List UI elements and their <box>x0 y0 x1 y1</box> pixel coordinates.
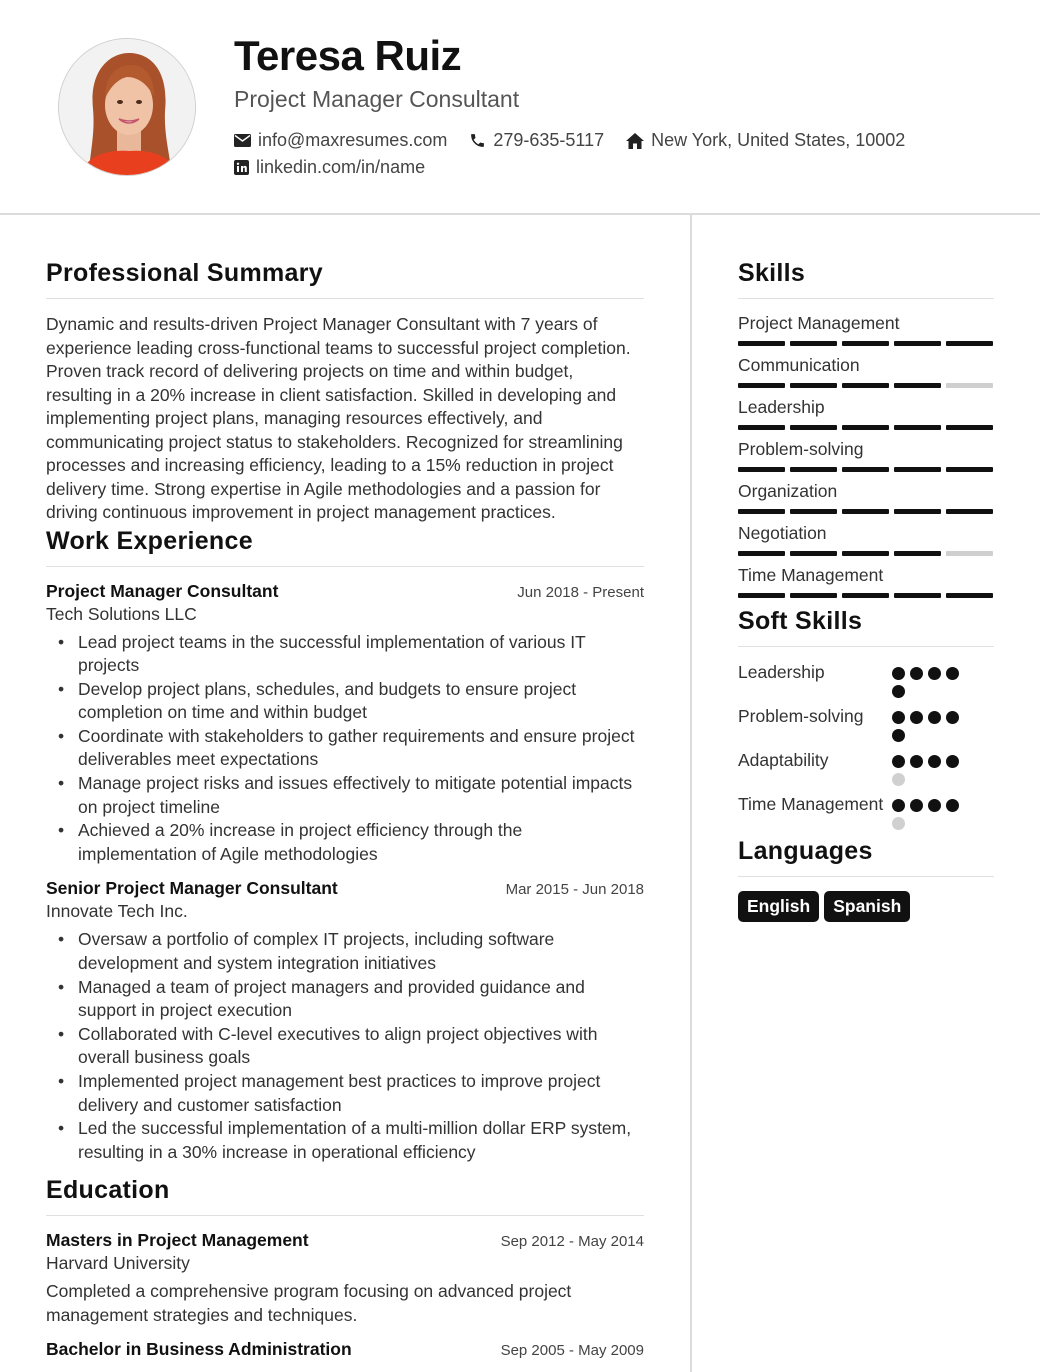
skill-level-segment <box>738 467 785 472</box>
education-header <box>46 1230 644 1251</box>
soft-skill-name: Leadership <box>738 662 825 682</box>
skill-level-segment <box>894 425 941 430</box>
skill-name: Problem-solving <box>738 439 864 459</box>
skill-level-segment <box>842 467 889 472</box>
job-entry <box>46 581 644 867</box>
skills-section <box>738 259 994 598</box>
job-title: Senior Project Manager Consultant <box>46 878 338 899</box>
skill-name: Negotiation <box>738 523 827 543</box>
skill-level-segment <box>738 509 785 514</box>
skill-level-segment <box>842 593 889 598</box>
skill-name: Communication <box>738 355 860 375</box>
soft-skills-list <box>738 661 994 830</box>
education-degree: Bachelor in Business Administration <box>46 1339 352 1360</box>
experience-section <box>46 527 644 1165</box>
resume-header <box>0 0 1040 215</box>
skill-level-segment <box>738 593 785 598</box>
rating-dot <box>892 729 905 742</box>
skill-level-segment <box>894 467 941 472</box>
soft-skills-heading: Soft Skills <box>738 607 994 647</box>
job-company: Tech Solutions LLC <box>46 603 197 624</box>
skills-list <box>738 313 994 598</box>
education-school: Harvard University <box>46 1253 190 1274</box>
soft-skill-name: Problem-solving <box>738 706 864 726</box>
skill-level-segment <box>946 509 993 514</box>
languages-heading: Languages <box>738 837 994 877</box>
skill-level-segment <box>738 341 785 346</box>
education-heading: Education <box>46 1176 644 1216</box>
skill-item <box>738 355 994 388</box>
job-bullet: • Develop project plans, schedules, and budgets to ensure project completion on time and within budget <box>58 678 644 725</box>
rating-dot <box>946 755 959 768</box>
skill-level-segment <box>790 383 837 388</box>
skill-item <box>738 397 994 430</box>
skill-level-segment <box>842 383 889 388</box>
language-badge: Spanish <box>824 891 910 922</box>
skill-level-segment <box>894 383 941 388</box>
skill-level-segment <box>842 509 889 514</box>
skill-level-segment <box>946 593 993 598</box>
soft-skill-rating <box>892 661 976 698</box>
soft-skill-name: Adaptability <box>738 750 829 770</box>
job-entry <box>46 878 644 1164</box>
rating-dot <box>892 711 905 724</box>
skill-level-segment <box>790 509 837 514</box>
skill-level-segment <box>738 551 785 556</box>
education-description: Completed a comprehensive program focusing on advanced project management strategies and techniques. <box>46 1281 572 1325</box>
job-bullet: • Managed a team of project managers and provided guidance and support in project execution <box>58 976 644 1023</box>
job-bullet: • Implemented project management best practices to improve project delivery and customer satisfaction <box>58 1070 644 1117</box>
skill-level-segment <box>842 341 889 346</box>
job-bullet: • Oversaw a portfolio of complex IT projects, including software development and system integration initiatives <box>58 928 644 975</box>
job-bullets <box>46 928 644 1164</box>
soft-skill-rating <box>892 793 976 830</box>
education-header <box>46 1339 644 1360</box>
skill-level-segment <box>842 425 889 430</box>
rating-dot <box>946 711 959 724</box>
soft-skill-item <box>738 793 994 830</box>
linkedin-icon <box>234 160 249 175</box>
skill-level-segment <box>894 509 941 514</box>
skill-level-segment <box>894 341 941 346</box>
skill-item <box>738 481 994 514</box>
rating-dot <box>892 817 905 830</box>
rating-dot <box>946 667 959 680</box>
languages-list <box>738 891 994 922</box>
skill-level-bar <box>738 425 994 430</box>
education-dates: Sep 2005 - May 2009 <box>500 1342 644 1360</box>
rating-dot <box>910 667 923 680</box>
skill-name: Organization <box>738 481 838 501</box>
column-divider <box>690 215 692 1372</box>
rating-dot <box>946 799 959 812</box>
rating-dot <box>928 755 941 768</box>
main-column <box>46 215 644 1372</box>
linkedin-text: linkedin.com/in/name <box>256 157 426 177</box>
skill-level-bar <box>738 467 994 472</box>
job-bullet: • Manage project risks and issues effectively to mitigate potential impacts on project timeline <box>58 772 644 819</box>
soft-skill-item <box>738 705 994 742</box>
skill-name: Project Management <box>738 313 900 333</box>
job-header <box>46 581 644 602</box>
summary-heading: Professional Summary <box>46 259 644 299</box>
skill-level-segment <box>842 551 889 556</box>
soft-skill-rating <box>892 705 976 742</box>
languages-section <box>738 837 994 922</box>
skill-level-segment <box>946 425 993 430</box>
rating-dot <box>892 685 905 698</box>
phone-text: 279-635-5117 <box>493 130 605 150</box>
skill-item <box>738 313 994 346</box>
education-entry <box>46 1230 644 1327</box>
rating-dot <box>892 667 905 680</box>
skill-level-bar <box>738 593 994 598</box>
skill-level-bar <box>738 509 994 514</box>
contact-linkedin[interactable] <box>234 157 425 178</box>
soft-skill-name: Time Management <box>738 794 884 814</box>
education-entry <box>46 1339 644 1360</box>
rating-dot <box>910 755 923 768</box>
job-bullet: • Lead project teams in the successful implementation of various IT projects <box>58 631 644 678</box>
contact-phone[interactable] <box>469 130 604 151</box>
skill-level-segment <box>946 467 993 472</box>
home-icon <box>626 133 644 149</box>
job-bullet: • Collaborated with C-level executives to align project objectives with overall business goals <box>58 1023 644 1070</box>
envelope-icon <box>234 134 251 147</box>
soft-skill-rating <box>892 749 976 786</box>
contact-location <box>626 130 905 151</box>
rating-dot <box>892 773 905 786</box>
rating-dot <box>892 799 905 812</box>
skill-level-segment <box>738 383 785 388</box>
education-dates: Sep 2012 - May 2014 <box>500 1233 644 1251</box>
skill-name: Leadership <box>738 397 825 417</box>
phone-icon <box>469 132 486 149</box>
skill-level-segment <box>946 551 993 556</box>
job-dates: Jun 2018 - Present <box>517 583 644 601</box>
candidate-name: Teresa Ruiz <box>234 32 462 79</box>
profile-photo-illustration <box>59 39 196 176</box>
skills-heading: Skills <box>738 259 994 299</box>
job-bullet: • Led the successful implementation of a multi-million dollar ERP system, resulting in a 30% increase in operational efficiency <box>58 1117 644 1164</box>
education-degree: Masters in Project Management <box>46 1230 309 1251</box>
skill-level-bar <box>738 383 994 388</box>
skill-name: Time Management <box>738 565 884 585</box>
rating-dot <box>928 711 941 724</box>
skill-level-segment <box>790 425 837 430</box>
skill-level-segment <box>946 383 993 388</box>
job-dates: Mar 2015 - Jun 2018 <box>505 881 644 899</box>
job-company: Innovate Tech Inc. <box>46 901 188 922</box>
sidebar-column <box>738 215 994 922</box>
job-bullet: • Coordinate with stakeholders to gather requirements and ensure project deliverables meet expectations <box>58 725 644 772</box>
job-bullets <box>46 631 644 867</box>
job-header <box>46 878 644 899</box>
skill-item <box>738 565 994 598</box>
skill-item <box>738 523 994 556</box>
skill-level-segment <box>790 341 837 346</box>
language-badge: English <box>738 891 819 922</box>
rating-dot <box>892 755 905 768</box>
soft-skill-item <box>738 749 994 786</box>
skill-level-bar <box>738 341 994 346</box>
profile-photo <box>58 38 196 176</box>
soft-skill-item <box>738 661 994 698</box>
skill-level-segment <box>946 341 993 346</box>
rating-dot <box>928 799 941 812</box>
education-section <box>46 1176 644 1360</box>
candidate-title: Project Manager Consultant <box>234 86 520 112</box>
job-bullet: • Achieved a 20% increase in project efficiency through the implementation of Agile methodologies <box>58 819 644 866</box>
summary-text: Dynamic and results-driven Project Manager Consultant with 7 years of experience leading cross-functional teams to successful project completion. Proven track record of delivering projects on time and within budget, resulting in a 20% increase in client satisfaction. Skilled in developing and implementing project plans, managing resources effectively, and communicating project status to stakeholders. Recognized for streamlining processes and increasing efficiency, leading to a 15% reduction in project delivery time. Strong expertise in Agile methodologies and a passion for driving continuous improvement in project management practices. <box>46 314 631 522</box>
skill-level-segment <box>790 467 837 472</box>
contact-row-primary <box>234 130 927 151</box>
skill-level-segment <box>738 425 785 430</box>
location-text: New York, United States, 10002 <box>651 130 906 150</box>
skill-level-segment <box>894 551 941 556</box>
skill-item <box>738 439 994 472</box>
contact-email[interactable] <box>234 130 447 151</box>
rating-dot <box>928 667 941 680</box>
contact-row-secondary <box>234 157 447 178</box>
skill-level-segment <box>790 551 837 556</box>
experience-heading: Work Experience <box>46 527 644 567</box>
job-title: Project Manager Consultant <box>46 580 279 601</box>
rating-dot <box>910 799 923 812</box>
skill-level-segment <box>790 593 837 598</box>
rating-dot <box>910 711 923 724</box>
skill-level-bar <box>738 551 994 556</box>
soft-skills-section <box>738 607 994 830</box>
skill-level-segment <box>894 593 941 598</box>
email-text: info@maxresumes.com <box>258 130 448 150</box>
summary-section <box>46 259 644 525</box>
